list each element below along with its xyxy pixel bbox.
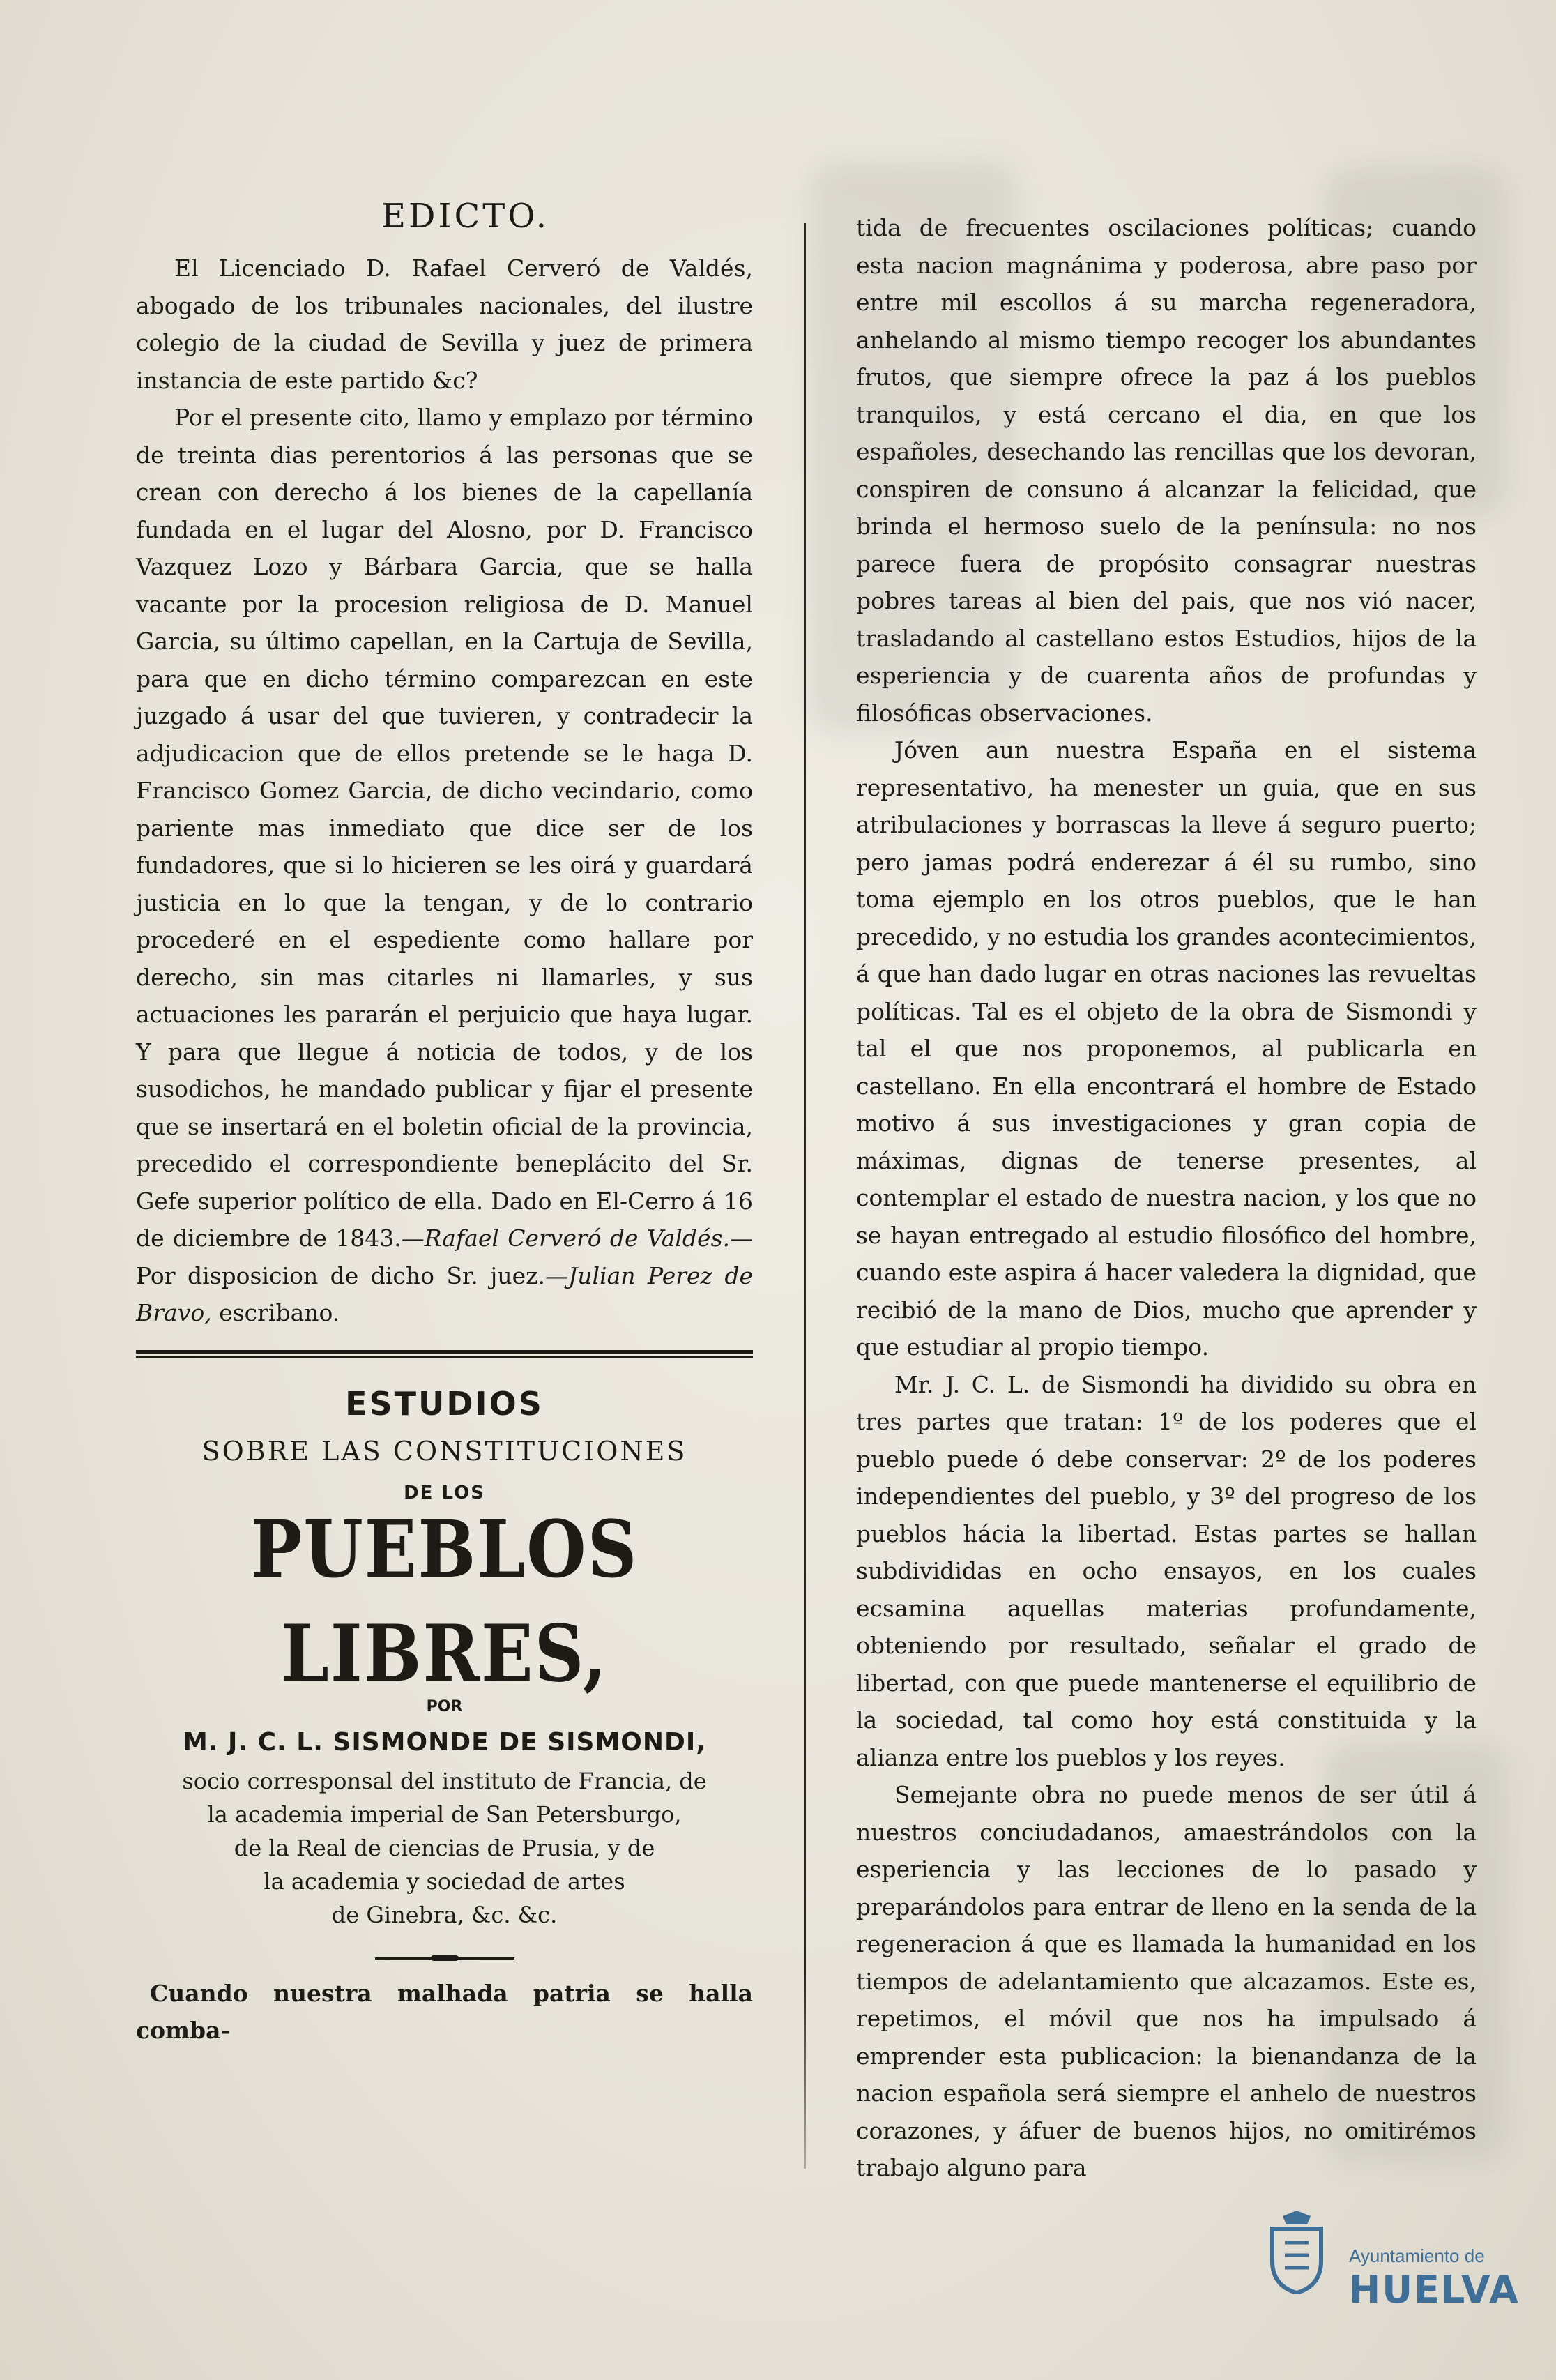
author-affiliation: la academia y sociedad de artes	[264, 1867, 625, 1895]
introduction-paragraph: Jóven aun nuestra España en el sistema representativo, ha menester un guia, que en sus atribulaciones y borrascas la lleve á seguro puerto; pero jamas podrá enderezar á él su rumbo, sino toma ejemplo en los otros pueblos, que le han precedido, y no estudia los grandes acontecimientos, á que han dado lugar en otras naciones las revueltas políticas. Tal es el objeto de la obra de Sismondi y tal el que nos proponemos, al publicarla en castellano. En ella encontrará el hombre de Estado motivo á sus investigaciones y gran copia de máximas, dignas de tenerse presentes, al contemplar el estado de nuestra nacion, y los que no se hayan entregado al estudio filosófico del hombre, cuando este aspira á hacer valedera la dignidad, que recibió de la mano de Dios, mucho que aprender y que estudiar al propio tiempo.	[856, 736, 1477, 1360]
ornamental-rule	[375, 1955, 514, 1961]
introduction-paragraph: Mr. J. C. L. de Sismondi ha dividido su obra en tres partes que tratan: 1º de los poderes que el pueblo puede ó debe conservar: 2º de los poderes independientes del pueblo, y 3º del progreso de los pueblos hácia la libertad. Estas partes se hallan subdivididas en ocho ensayos, en los cuales ecsamina aquellas materias profundamente, obteniendo por resultado, señalar el grado de libertad, con que puede mantenerse el equilibrio de la sociedad, tal como hoy está constituida y la alianza entre los pueblos y los reyes.	[856, 1370, 1477, 1771]
watermark-label: Ayuntamiento de	[1349, 2245, 1485, 2266]
book-title-block	[136, 1379, 753, 1961]
right-column	[856, 209, 1477, 2187]
left-column	[136, 195, 753, 2049]
huelva-watermark	[1265, 2190, 1520, 2357]
title-estudios: ESTUDIOS	[345, 1384, 544, 1423]
introduction-paragraph: tida de frecuentes oscilaciones políticas; cuando esta nacion magnánima y poderosa, abre paso por entre mil escollos á su marcha regeneradora, anhelando al mismo tiempo recoger los abundantes frutos, que siempre ofrece la paz á los pueblos tranquilos, y está cercano el dia, en que los españoles, desechando las rencillas que los devoran, conspiren de consuno á alcanzar la felicidad, que brinda el hermoso suelo de la península: no nos parece fuera de propósito consagrar nuestras pobres tareas al bien del pais, que nos vió nacer, trasladando al castellano estos Estudios, hijos de la esperiencia y de cuarenta años de profundas y filosóficas observaciones.	[856, 214, 1477, 727]
title-de-los: DE LOS	[404, 1482, 485, 1503]
watermark-city: HUELVA	[1349, 2268, 1520, 2312]
edicto-paragraph: El Licenciado D. Rafael Cerveró de Valdés, abogado de los tribunales nacionales, del ilustre colegio de la ciudad de Sevilla y juez de primera instancia de este partido &c?	[136, 255, 753, 394]
edicto-signature: —Julian Perez de Bravo,	[136, 1261, 753, 1326]
title-sobre: SOBRE LAS CONSTITUCIONES	[201, 1435, 687, 1466]
title-por: POR	[426, 1697, 463, 1715]
title-pueblos-libres: PUEBLOS LIBRES,	[250, 1503, 639, 1700]
author-affiliation: de la Real de ciencias de Prusia, y de	[234, 1834, 655, 1861]
section-divider	[136, 1347, 753, 1361]
author-affiliation: socio corresponsal del instituto de Francia, de	[182, 1767, 707, 1794]
coat-of-arms-icon	[1265, 2211, 1328, 2294]
edicto-heading: EDICTO.	[381, 197, 550, 236]
author-affiliation: la academia imperial de San Petersburgo,	[207, 1801, 682, 1828]
introduction-paragraph: Semejante obra no puede menos de ser útil á nuestros conciudadanos, amaestrándolos con la esperiencia y las lecciones de lo pasado y preparándolos para entrar de lleno en la senda de la regeneracion á que es llamada la humanidad en los tiempos de adelantamiento que alcazamos. Este es, repetimos, el móvil que nos ha impulsado á emprender esta publicacion: la bienandanza de la nacion española será siempre el anhelo de nuestros corazones, y áfuer de buenos hijos, no omitirémos trabajo alguno para	[856, 1781, 1477, 2181]
edicto-paragraph	[136, 399, 753, 1332]
author-affiliation: de Ginebra, &c. &c.	[331, 1901, 558, 1928]
edicto-signature: —Rafael Cerveró de Valdés.—	[401, 1225, 753, 1252]
edicto-body: Por el presente cito, llamo y emplazo por término de treinta dias perentorios á las personas que se crean con derecho á los bienes de la capellanía fundada en el lugar del Alosno, por D. Francisco Vazquez Lozo y Bárbara Garcia, que se halla vacante por la procesion religiosa de D. Manuel Garcia, su último capellan, en la Cartuja de Sevilla, para que en dicho término comparezcan en este juzgado á usar del que tuvieren, y contradecir la adjudicacion que de ellos pretende se le haga D. Francisco Gomez Garcia, de dicho vecindario, como pariente mas inmediato que dice ser de los fundadores, que si lo hicieren se les oirá y guardará justicia en lo que la tengan, y de lo contrario procederé en el espediente como hallare por derecho, sin mas citarles ni llamarles, y sus actuaciones les pararán el perjuicio que haya lugar. Y para que llegue á noticia de todos, y de los susodichos, he mandado publicar y fijar el presente que se insertará en el boletin oficial de la provincia, precedido el correspondiente beneplácito del Sr. Gefe superior político de ella. Dado en El-Cerro á 16 de diciembre de 1843.	[136, 404, 753, 1252]
title-author: M. J. C. L. SISMONDE DE SISMONDI,	[183, 1727, 706, 1757]
edicto-signature-text: escribano.	[211, 1299, 340, 1326]
introduction-first-line: Cuando nuestra malhada patria se halla comba-	[136, 1979, 753, 2044]
column-rule	[804, 223, 806, 2169]
edicto-signature-text: Por disposicion de dicho Sr. juez.	[136, 1261, 546, 1289]
